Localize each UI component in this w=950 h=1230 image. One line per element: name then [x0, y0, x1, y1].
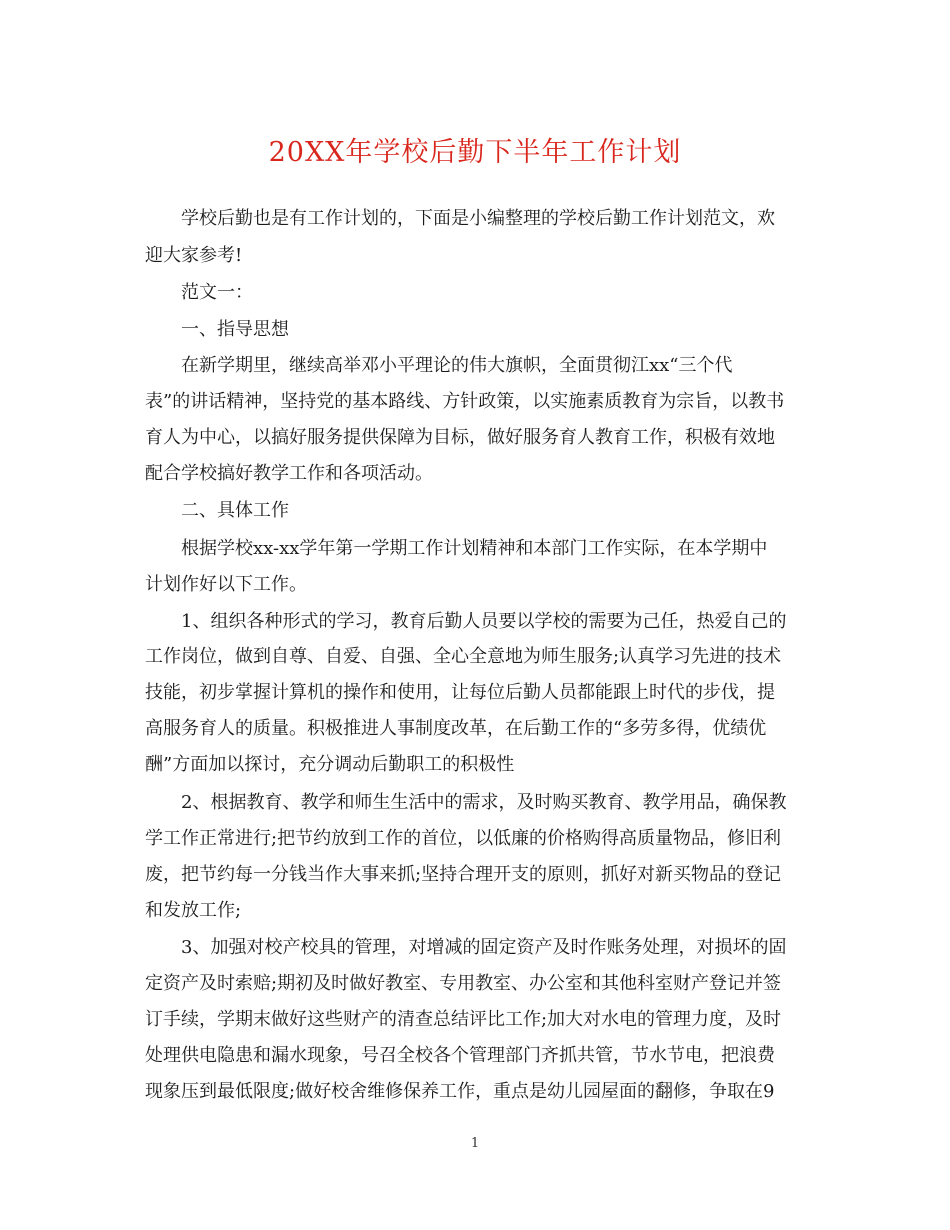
paragraph-line: 表”的讲话精神，坚持党的基本路线、方针政策，以实施素质教育为宗旨，以教书	[145, 391, 785, 412]
paragraph-line: 订手续，学期末做好这些财产的清查总结评比工作;加大对水电的管理力度，及时	[145, 1009, 782, 1030]
paragraph-line: 处理供电隐患和漏水现象，号召全校各个管理部门齐抓共管，节水节电，把浪费	[145, 1045, 775, 1066]
paragraph-line: 育人为中心，以搞好服务提供保障为目标，做好服务育人教育工作，积极有效地	[145, 427, 775, 448]
paragraph-line: 高服务育人的质量。积极推进人事制度改革，在后勤工作的“多劳多得，优绩优	[145, 718, 767, 739]
paragraph-line: 范文一：	[181, 282, 253, 303]
paragraph-line: 工作岗位，做到自尊、自爱、自强、全心全意地为师生服务;认真学习先进的技术	[145, 646, 782, 667]
section-heading: 一、指导思想	[181, 319, 289, 340]
page-number: 1	[470, 1136, 480, 1151]
paragraph-line: 1、组织各种形式的学习，教育后勤人员要以学校的需要为己任，热爱自己的	[181, 611, 787, 632]
paragraph-line: 在新学期里，继续高举邓小平理论的伟大旗帜，全面贯彻江xx“三个代	[181, 355, 733, 376]
paragraph-line: 迎大家参考!	[145, 245, 243, 266]
paragraph-line: 3、加强对校产校具的管理，对增减的固定资产及时作账务处理，对损坏的固	[181, 937, 787, 958]
paragraph-line: 废，把节约每一分钱当作大事来抓;坚持合理开支的原则，抓好对新买物品的登记	[145, 864, 782, 885]
paragraph-line: 技能，初步掌握计算机的操作和使用，让每位后勤人员都能跟上时代的步伐，提	[145, 682, 775, 703]
page-title: 20XX年学校后勤下半年工作计划	[268, 137, 682, 168]
paragraph-line: 酬”方面加以探讨，充分调动后勤职工的积极性	[145, 754, 515, 775]
paragraph-line: 计划作好以下工作。	[145, 574, 307, 595]
paragraph-line: 根据学校xx-xx学年第一学期工作计划精神和本部门工作实际，在本学期中	[181, 538, 768, 559]
paragraph-line: 2、根据教育、教学和师生生活中的需求，及时购买教育、教学用品，确保教	[181, 792, 787, 813]
paragraph-line: 学工作正常进行;把节约放到工作的首位，以低廉的价格购得高质量物品，修旧利	[145, 828, 782, 849]
paragraph-line: 现象压到最低限度;做好校舍维修保养工作，重点是幼儿园屋面的翻修，争取在9	[145, 1081, 775, 1102]
paragraph-line: 配合学校搞好教学工作和各项活动。	[145, 463, 433, 484]
paragraph-line: 和发放工作;	[145, 900, 242, 921]
section-heading: 二、具体工作	[181, 500, 289, 521]
paragraph-line: 学校后勤也是有工作计划的，下面是小编整理的学校后勤工作计划范文，欢	[181, 208, 775, 229]
paragraph-line: 定资产及时索赔;期初及时做好教室、专用教室、办公室和其他科室财产登记并签	[145, 973, 782, 994]
